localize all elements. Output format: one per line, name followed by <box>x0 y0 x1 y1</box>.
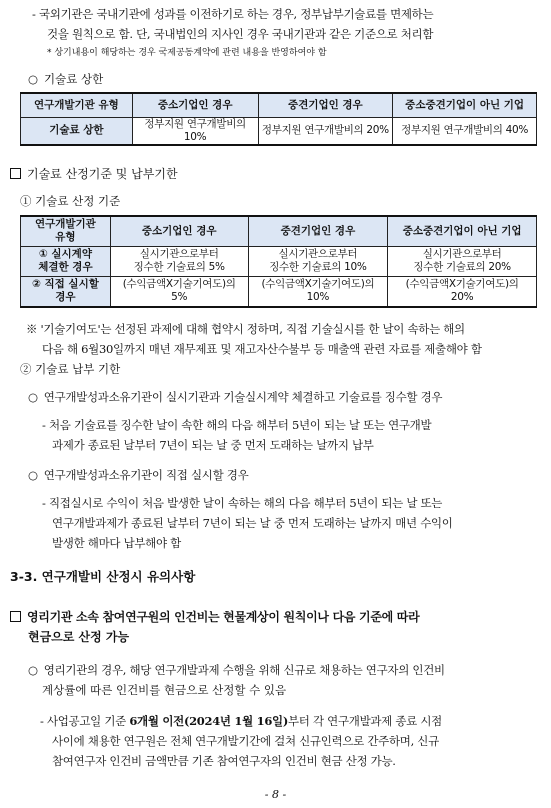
calc-row1-small: 실시기관으로부터 징수한 기술료의 5% <box>110 246 248 276</box>
p2-line3: 참여연구자 인건비 금액만큼 기존 참여연구자의 인건비 현금 산정 가능. <box>52 754 396 768</box>
cap-cell-mid: 정부지원 연구개발비의 20% <box>258 117 393 145</box>
case2-line3: 발생한 해마다 납부해야 함 <box>52 536 181 550</box>
calc-table <box>20 215 537 308</box>
circle-bullet-icon: ○ <box>28 72 39 86</box>
main-rule-line1: 영리기관 소속 참여연구원의 인건비는 현물계상이 원칙이나 다음 기준에 따라 <box>10 610 419 624</box>
calc-header-mid: 중견기업인 경우 <box>248 216 388 246</box>
intro-bullet-line2: 것을 원칙으로 함. 단, 국내법인의 지사인 경우 국내기관과 같은 기준으로 처리함 <box>47 27 434 41</box>
section-title: 기술료 산정기준 및 납부기한 <box>10 167 178 181</box>
calc-row1-label: ① 실시계약 체결한 경우 <box>21 246 111 276</box>
case1-line1: - 처음 기술료를 징수한 날이 속한 해의 다음 해부터 5년이 되는 날 또는 연구개발 <box>42 418 432 432</box>
p1-line1: ○ 영리기관의 경우, 해당 연구개발과제 수행을 위해 신규로 채용하는 연구자의 인건비 <box>28 663 445 677</box>
p1-line2: 계상률에 따른 인건비를 현금으로 산정할 수 있음 <box>42 683 287 697</box>
p2-highlight: 6개월 이전(2024년 1월 16일) <box>129 714 288 728</box>
square-bullet-icon <box>10 168 21 179</box>
calc-header-small: 중소기업인 경우 <box>110 216 248 246</box>
square-bullet-icon <box>10 611 21 622</box>
cap-header-type: 연구개발기관 유형 <box>21 93 133 117</box>
case2-line1: - 직접실시로 수익이 처음 발생한 날이 속하는 해의 다음 해부터 5년이 되는 날 또는 <box>42 496 443 510</box>
calc-header-type: 연구개발기관 유형 <box>21 216 111 246</box>
page-number: - 8 - <box>264 788 287 801</box>
cap-cell-large: 정부지원 연구개발비의 40% <box>393 117 537 145</box>
circle-bullet-icon: ○ <box>28 390 38 404</box>
cap-header-large: 중소중견기업이 아닌 기업 <box>393 93 537 117</box>
case2-line2: 연구개발과제가 종료된 날부터 7년이 되는 날 중 먼저 도래하는 날까지 매년 수익이 <box>52 516 453 530</box>
cap-row-label: 기술료 상한 <box>21 117 133 145</box>
calc-row2-label: ② 직접 실시할 경우 <box>21 276 111 307</box>
case2-heading: ○ 연구개발성과소유기관이 직접 실시할 경우 <box>28 468 249 482</box>
case1-line2: 과제가 종료된 날부터 7년이 되는 날 중 먼저 도래하는 날까지 납부 <box>52 438 374 452</box>
p2-line1: - 사업공고일 기준 6개월 이전(2024년 1월 16일)부터 각 연구개발과제 종료 시점 <box>40 714 442 728</box>
circle-bullet-icon: ○ <box>28 663 38 677</box>
cap-header-mid: 중견기업인 경우 <box>258 93 393 117</box>
p2-line2: 사이에 채용한 연구원은 전체 연구개발기간에 걸쳐 신규인력으로 간주하며, 신규 <box>52 734 439 748</box>
contribution-note-line2: 다음 해 6월30일까지 매년 재무제표 및 재고자산수불부 등 매출액 관련 자료를 제출해야 함 <box>42 342 482 356</box>
calc-row1-large: 실시기관으로부터 징수한 기술료의 20% <box>388 246 537 276</box>
intro-note: * 상기내용이 해당하는 경우 국제공동계약에 관련 내용을 반영하여야 함 <box>47 48 327 58</box>
calc-header-large: 중소중견기업이 아닌 기업 <box>388 216 537 246</box>
intro-bullet-line1: - 국외기관은 국내기관에 성과를 이전하기로 하는 경우, 정부납부기술료를 면제하는 <box>32 7 434 21</box>
case1-heading: ○ 연구개발성과소유기관이 실시기관과 기술실시계약 체결하고 기술료를 징수할 경우 <box>28 390 443 404</box>
cap-header-small: 중소기업인 경우 <box>132 93 258 117</box>
sub1-title: ① 기술료 산정 기준 <box>20 194 121 208</box>
section-3-3-title: 3-3. 연구개발비 산정시 유의사항 <box>10 569 196 584</box>
sub2-title: ② 기술료 납부 기한 <box>20 362 121 376</box>
circle-bullet-icon: ○ <box>28 468 38 482</box>
calc-row1-mid: 실시기관으로부터 징수한 기술료의 10% <box>248 246 388 276</box>
cap-cell-small: 정부지원 연구개발비의 10% <box>132 117 258 145</box>
cap-heading: ○ 기술료 상한 <box>28 72 104 86</box>
calc-row2-large: (수익금액X기술기여도)의 20% <box>388 276 537 307</box>
cap-table <box>20 92 537 146</box>
main-rule-line2: 현금으로 산정 가능 <box>28 630 130 644</box>
contribution-note-line1: ※ '기술기여도'는 선정된 과제에 대해 협약시 정하며, 직접 기술실시를 한 날이 속하는 해의 <box>26 322 465 336</box>
calc-row2-small: (수익금액X기술기여도)의 5% <box>110 276 248 307</box>
calc-row2-mid: (수익금액X기술기여도)의 10% <box>248 276 388 307</box>
